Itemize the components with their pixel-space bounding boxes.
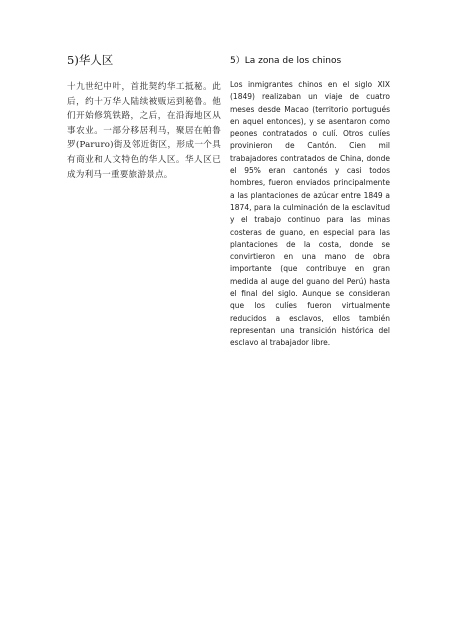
section-heading-chinese: 5)华人区	[67, 53, 114, 67]
chinese-column	[67, 52, 221, 182]
paragraph-spanish: Los inmigrantes chinos en el siglo XIX (1849) realizaban un viaje de cuatro meses desde Macao (territorio portugués en aquel entonces), y se asentaron como peones contratados o culí. Otros culíes provinieron de Cantón. Cien mil trabajadores contratados de China, donde el 95% eran cantonés y casi todos hombres, fueron enviados principalmente a las plantaciones de azúcar entre 1849 a 1874, para la culminación de la esclavitud y el trabajo continuo para las minas costeras de guano, en especial para las plantaciones de la costa, donde se convirtieron en una mano de obra importante (que contribuye en gran medida al auge del guano del Perú) hasta el final del siglo. Aunque se consideran que los culíes fueron virtualmente reducidos a esclavos, ellos también representan una transición histórica del esclavo al trabajador libre.	[230, 80, 390, 348]
paragraph-chinese: 十九世纪中叶，首批契约华工抵秘。此后，约十万华人陆续被贩运到秘鲁。他们开始修筑铁路，之后，在沿海地区从事农业。一部分移居利马，聚居在帕鲁罗(Paruro)街及邻近街区，形成一个具有商业和人文特色的华人区。华人区已成为利马一重要旅游景点。	[67, 82, 221, 180]
spanish-column	[230, 54, 390, 350]
section-heading-spanish: 5）La zona de los chinos	[230, 56, 342, 66]
